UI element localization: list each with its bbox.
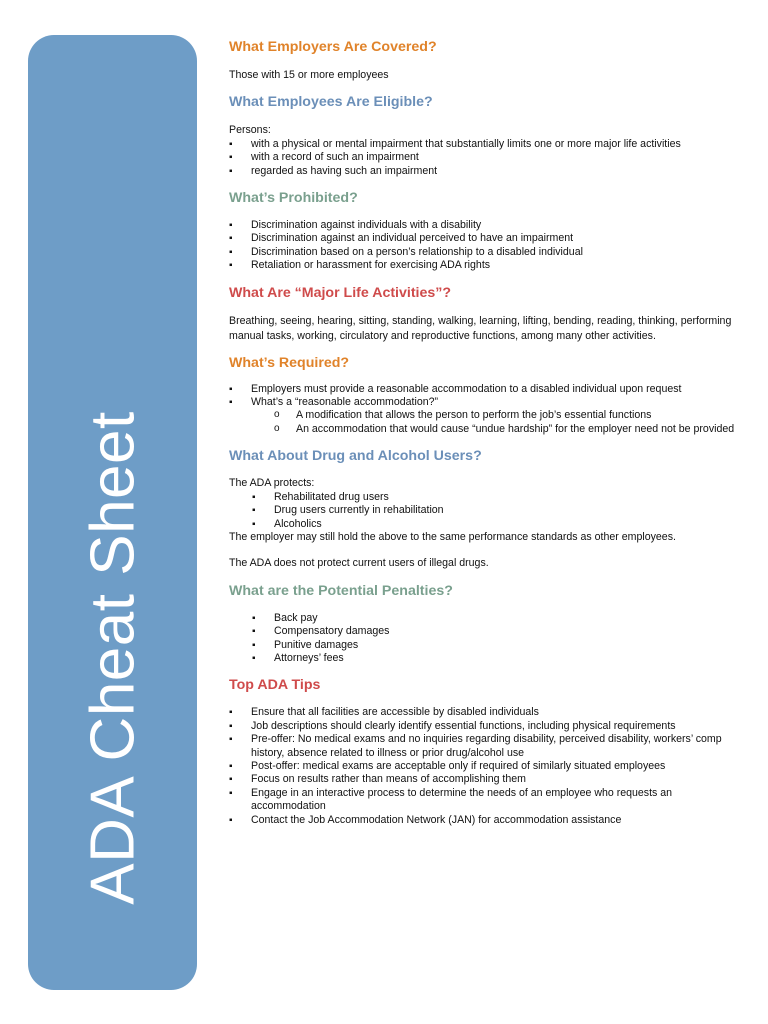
list-item: ▪ Job descriptions should clearly identify essential functions, including physical requirements [229,720,749,733]
penalties-list [229,612,749,666]
heading-employers-covered: What Employers Are Covered? [229,39,437,55]
list-item: ▪ Discrimination against an individual perceived to have an impairment [229,232,749,245]
prohibited-list [229,219,749,273]
list-item: ▪ Post-offer: medical exams are acceptable only if required of similarly situated employees [229,760,749,773]
employers-covered-text: Those with 15 or more employees [229,69,389,81]
heading-drug-alcohol: What About Drug and Alcohol Users? [229,448,482,465]
list-item: o An accommodation that would cause “undue hardship” for the employer need not be provided [229,423,749,436]
drug-list [229,491,749,531]
heading-penalties: What are the Potential Penalties? [229,582,453,599]
list-item: ▪ Engage in an interactive process to determine the needs of an employee who requests an accommodation [229,787,749,814]
list-item: ▪ Compensatory damages [229,625,749,638]
list-item: ▪ Ensure that all facilities are accessible by disabled individuals [229,706,749,719]
sidebar-banner [28,35,197,990]
list-item: ▪ Focus on results rather than means of accomplishing them [229,773,749,786]
list-item: ▪ Contact the Job Accommodation Network (JAN) for accommodation assistance [229,814,749,827]
list-item: ▪ Back pay [229,612,749,625]
eligible-list [229,138,749,178]
drug-standards-text: The employer may still hold the above to the same performance standards as other employees. [229,530,676,543]
list-item: ▪ Discrimination based on a person’s relationship to a disabled individual [229,246,749,259]
heading-employees-eligible: What Employees Are Eligible? [229,94,433,111]
list-item: ▪ What’s a “reasonable accommodation?” [229,396,749,409]
required-list [229,383,749,410]
list-item: ▪ Alcoholics [229,518,749,531]
cheat-sheet-content [229,38,749,827]
list-item: ▪ with a physical or mental impairment that substantially limits one or more major life activities [229,138,749,151]
drug-intro: The ADA protects: [229,477,315,490]
heading-required: What’s Required? [229,354,350,371]
list-item: ▪ Discrimination against individuals with a disability [229,219,749,232]
eligible-intro: Persons: [229,124,271,137]
heading-prohibited: What’s Prohibited? [229,190,358,207]
list-item: ▪ with a record of such an impairment [229,151,749,164]
list-item: ▪ Drug users currently in rehabilitation [229,504,749,517]
tips-list [229,706,749,827]
drug-note-text: The ADA does not protect current users of illegal drugs. [229,557,489,570]
heading-top-tips: Top ADA Tips [229,677,321,694]
list-item: ▪ regarded as having such an impairment [229,165,749,178]
list-item: ▪ Rehabilitated drug users [229,491,749,504]
reasonable-accommodation-sublist [229,409,749,436]
list-item: ▪ Retaliation or harassment for exercising ADA rights [229,259,749,272]
list-item: ▪ Punitive damages [229,639,749,652]
list-item: ▪ Pre-offer: No medical exams and no inquiries regarding disability, perceived disability, workers’ comp history, absence related to illness or prior drug/alcohol use [229,733,749,760]
major-life-activities-text: Breathing, seeing, hearing, sitting, standing, walking, learning, lifting, bending, reading, thinking, performing manual tasks, working, circulatory and reproductive functions, among many other activities. [229,314,732,342]
list-item: ▪ Attorneys’ fees [229,652,749,665]
list-item: ▪ Employers must provide a reasonable accommodation to a disabled individual upon request [229,383,749,396]
heading-major-life-activities: What Are “Major Life Activities”? [229,284,452,301]
list-item: o A modification that allows the person to perform the job’s essential functions [229,409,749,422]
document-title: ADA Cheat Sheet [78,410,147,905]
